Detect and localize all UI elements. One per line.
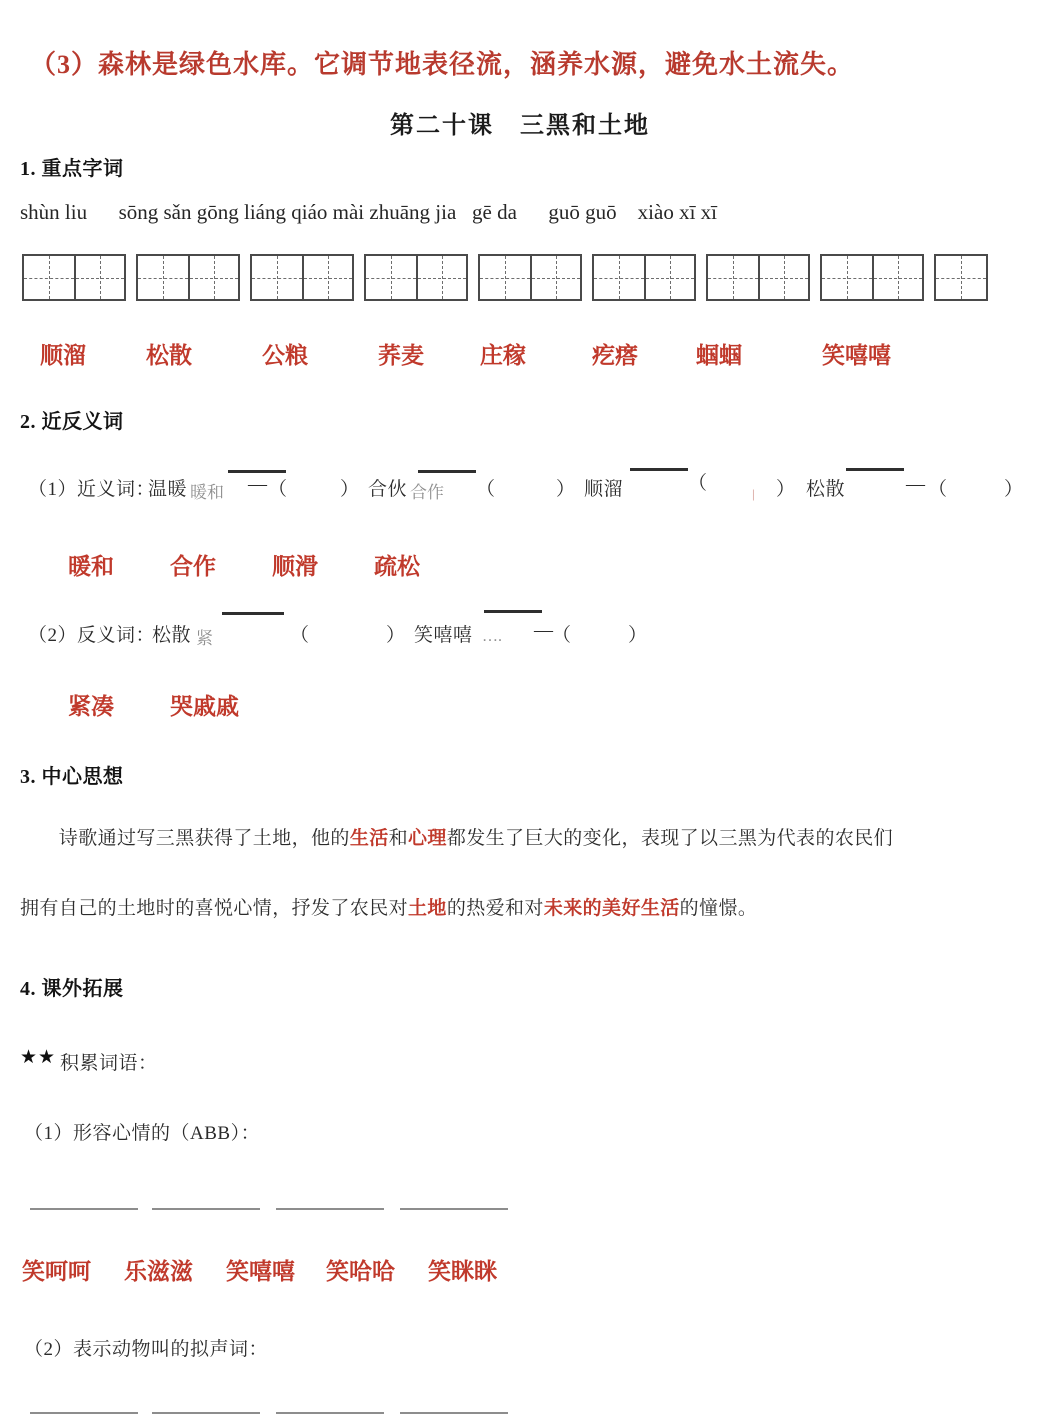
tianzige-cell[interactable] bbox=[74, 256, 124, 299]
tianzige-group-6 bbox=[592, 254, 696, 301]
tianzige-group-7 bbox=[706, 254, 810, 301]
tianzige-cell[interactable] bbox=[366, 256, 416, 299]
antonym-answer-1: 紧凑 bbox=[68, 694, 114, 719]
main-idea-highlight-1: 生活 bbox=[349, 828, 389, 849]
answer-blank-2-4[interactable] bbox=[400, 1412, 508, 1414]
synonyms-label: （1）近义词： bbox=[28, 479, 156, 500]
abb-answer-1: 笑呵呵 bbox=[22, 1259, 91, 1284]
antonym-answer-2: 哭戚戚 bbox=[170, 694, 239, 719]
tianzige-group-2 bbox=[136, 254, 240, 301]
synonym-dash-4: — bbox=[906, 474, 926, 495]
tianzige-group-9 bbox=[934, 254, 988, 301]
tianzige-group-3 bbox=[250, 254, 354, 301]
answer-blank-2-1[interactable] bbox=[30, 1412, 138, 1414]
tianzige-group-8 bbox=[820, 254, 924, 301]
tianzige-cell[interactable] bbox=[708, 256, 758, 299]
abb-answer-5: 笑眯眯 bbox=[428, 1259, 497, 1284]
antonym-close-paren-1: ） bbox=[386, 625, 406, 646]
abb-answer-4: 笑哈哈 bbox=[326, 1259, 395, 1284]
main-idea-text-6: 的憧憬。 bbox=[679, 898, 758, 919]
antonym-dash-2: — bbox=[534, 620, 554, 641]
tianzige-cell[interactable] bbox=[24, 256, 74, 299]
antonym-close-paren-2: ） bbox=[628, 625, 648, 646]
answer-blank-1-2[interactable] bbox=[152, 1208, 260, 1210]
tianzige-cell[interactable] bbox=[936, 256, 986, 299]
antonym-word-2: 笑嘻嘻 bbox=[414, 625, 473, 646]
tianzige-cell[interactable] bbox=[594, 256, 644, 299]
main-idea-line-1 bbox=[20, 828, 893, 851]
tianzige-cell[interactable] bbox=[644, 256, 694, 299]
pinyin-line: shùn liu sōng sǎn gōng liáng qiáo mài zhuāng jia gē da guō guō xiào xī xī bbox=[20, 200, 717, 224]
tianzige-cell[interactable] bbox=[188, 256, 238, 299]
antonym-rule-1 bbox=[222, 612, 284, 615]
antonym-open-paren-1: （ bbox=[290, 625, 310, 646]
previous-question-red-sentence: （3）森林是绿色水库。它调节地表径流，涵养水源，避免水土流失。 bbox=[30, 50, 855, 79]
main-idea-text-2: 和 bbox=[388, 828, 409, 849]
main-idea-text-5: 的热爱和对 bbox=[446, 898, 544, 919]
synonym-smudge-3: | bbox=[752, 486, 755, 501]
lesson-title: 第二十课 三黑和土地 bbox=[390, 113, 650, 139]
tianzige-group-5 bbox=[478, 254, 582, 301]
synonym-rule-1 bbox=[228, 470, 286, 473]
main-idea-text-4: 拥有自己的土地时的喜悦心情，抒发了农民对 bbox=[20, 898, 409, 919]
answer-blank-1-1[interactable] bbox=[30, 1208, 138, 1210]
antonym-smudge-2: …. bbox=[482, 628, 502, 645]
synonym-close-paren-4: ） bbox=[1004, 479, 1024, 500]
tianzige-cell[interactable] bbox=[252, 256, 302, 299]
main-idea-highlight-3: 土地 bbox=[408, 898, 447, 919]
tianzige-cell[interactable] bbox=[822, 256, 872, 299]
answer-blank-2-2[interactable] bbox=[152, 1412, 260, 1414]
synonym-rule-4 bbox=[846, 468, 904, 471]
antonym-word-1: 松散 bbox=[152, 625, 192, 646]
answer-blank-1-4[interactable] bbox=[400, 1208, 508, 1210]
answer-blank-1-3[interactable] bbox=[276, 1208, 384, 1210]
key-word-answer-5: 庄稼 bbox=[480, 343, 526, 368]
extension-question-2: （2）表示动物叫的拟声词： bbox=[24, 1339, 269, 1360]
synonym-word-1: 温暖 bbox=[148, 479, 188, 500]
tianzige-cell[interactable] bbox=[302, 256, 352, 299]
antonym-open-paren-2: （ bbox=[552, 625, 572, 646]
synonym-dash-1: — bbox=[248, 474, 268, 495]
tianzige-cell[interactable] bbox=[138, 256, 188, 299]
tianzige-cell[interactable] bbox=[872, 256, 922, 299]
section-heading-extension: 4. 课外拓展 bbox=[20, 978, 124, 1000]
star-rating-icon: ★★ bbox=[20, 1047, 57, 1068]
abb-answer-2: 乐滋滋 bbox=[124, 1259, 193, 1284]
key-word-answer-8: 笑嘻嘻 bbox=[822, 343, 891, 368]
tianzige-cell[interactable] bbox=[416, 256, 466, 299]
extension-subheading: 积累词语： bbox=[60, 1053, 158, 1074]
antonym-smudge-1: 紧 bbox=[196, 629, 213, 648]
extension-question-1: （1）形容心情的（ABB）： bbox=[24, 1123, 261, 1144]
main-idea-text-1: 诗歌通过写三黑获得了土地，他的 bbox=[20, 828, 350, 849]
main-idea-line-2 bbox=[20, 898, 757, 921]
synonym-open-paren-1: （ bbox=[268, 479, 288, 500]
synonym-rule-3 bbox=[630, 468, 688, 471]
section-heading-synonyms-antonyms: 2. 近反义词 bbox=[20, 411, 124, 433]
main-idea-highlight-2: 心理 bbox=[408, 828, 447, 849]
synonym-word-4: 松散 bbox=[806, 479, 846, 500]
tianzige-cell[interactable] bbox=[530, 256, 580, 299]
synonym-word-3: 顺溜 bbox=[584, 479, 624, 500]
main-idea-highlight-4: 未来的美好生活 bbox=[543, 898, 680, 919]
synonym-answer-3: 顺滑 bbox=[272, 554, 318, 579]
abb-answer-3: 笑嘻嘻 bbox=[226, 1259, 295, 1284]
key-word-answer-3: 公粮 bbox=[262, 343, 308, 368]
synonym-close-paren-2: ） bbox=[556, 479, 576, 500]
key-word-answer-4: 荞麦 bbox=[378, 343, 424, 368]
antonyms-label: （2）反义词： bbox=[28, 625, 156, 646]
synonym-answer-1: 暖和 bbox=[68, 554, 114, 579]
synonym-smudge-2: 合作 bbox=[410, 483, 444, 502]
section-heading-main-idea: 3. 中心思想 bbox=[20, 766, 124, 788]
synonym-open-paren-2: （ bbox=[476, 479, 496, 500]
tianzige-group-4 bbox=[364, 254, 468, 301]
key-word-answer-6: 疙瘩 bbox=[592, 343, 638, 368]
synonym-open-paren-4: （ bbox=[928, 479, 948, 500]
key-word-answer-7: 蝈蝈 bbox=[696, 343, 742, 368]
synonym-word-2: 合伙 bbox=[368, 479, 408, 500]
tianzige-group-1 bbox=[22, 254, 126, 301]
synonym-open-paren-3: （ bbox=[688, 473, 708, 494]
main-idea-text-3: 都发生了巨大的变化，表现了以三黑为代表的农民们 bbox=[446, 828, 894, 849]
synonym-rule-2 bbox=[418, 470, 476, 473]
answer-blank-2-3[interactable] bbox=[276, 1412, 384, 1414]
key-word-answer-1: 顺溜 bbox=[40, 343, 86, 368]
synonym-smudge-1: 暖和 bbox=[190, 483, 224, 502]
synonym-answer-4: 疏松 bbox=[374, 554, 420, 579]
synonym-answer-2: 合作 bbox=[170, 554, 216, 579]
key-word-answer-2: 松散 bbox=[146, 343, 192, 368]
synonym-close-paren-1: ） bbox=[340, 479, 360, 500]
tianzige-cell[interactable] bbox=[758, 256, 808, 299]
section-heading-key-words: 1. 重点字词 bbox=[20, 158, 124, 180]
tianzige-cell[interactable] bbox=[480, 256, 530, 299]
antonym-rule-2 bbox=[484, 610, 542, 613]
synonym-close-paren-3: ） bbox=[776, 479, 796, 500]
